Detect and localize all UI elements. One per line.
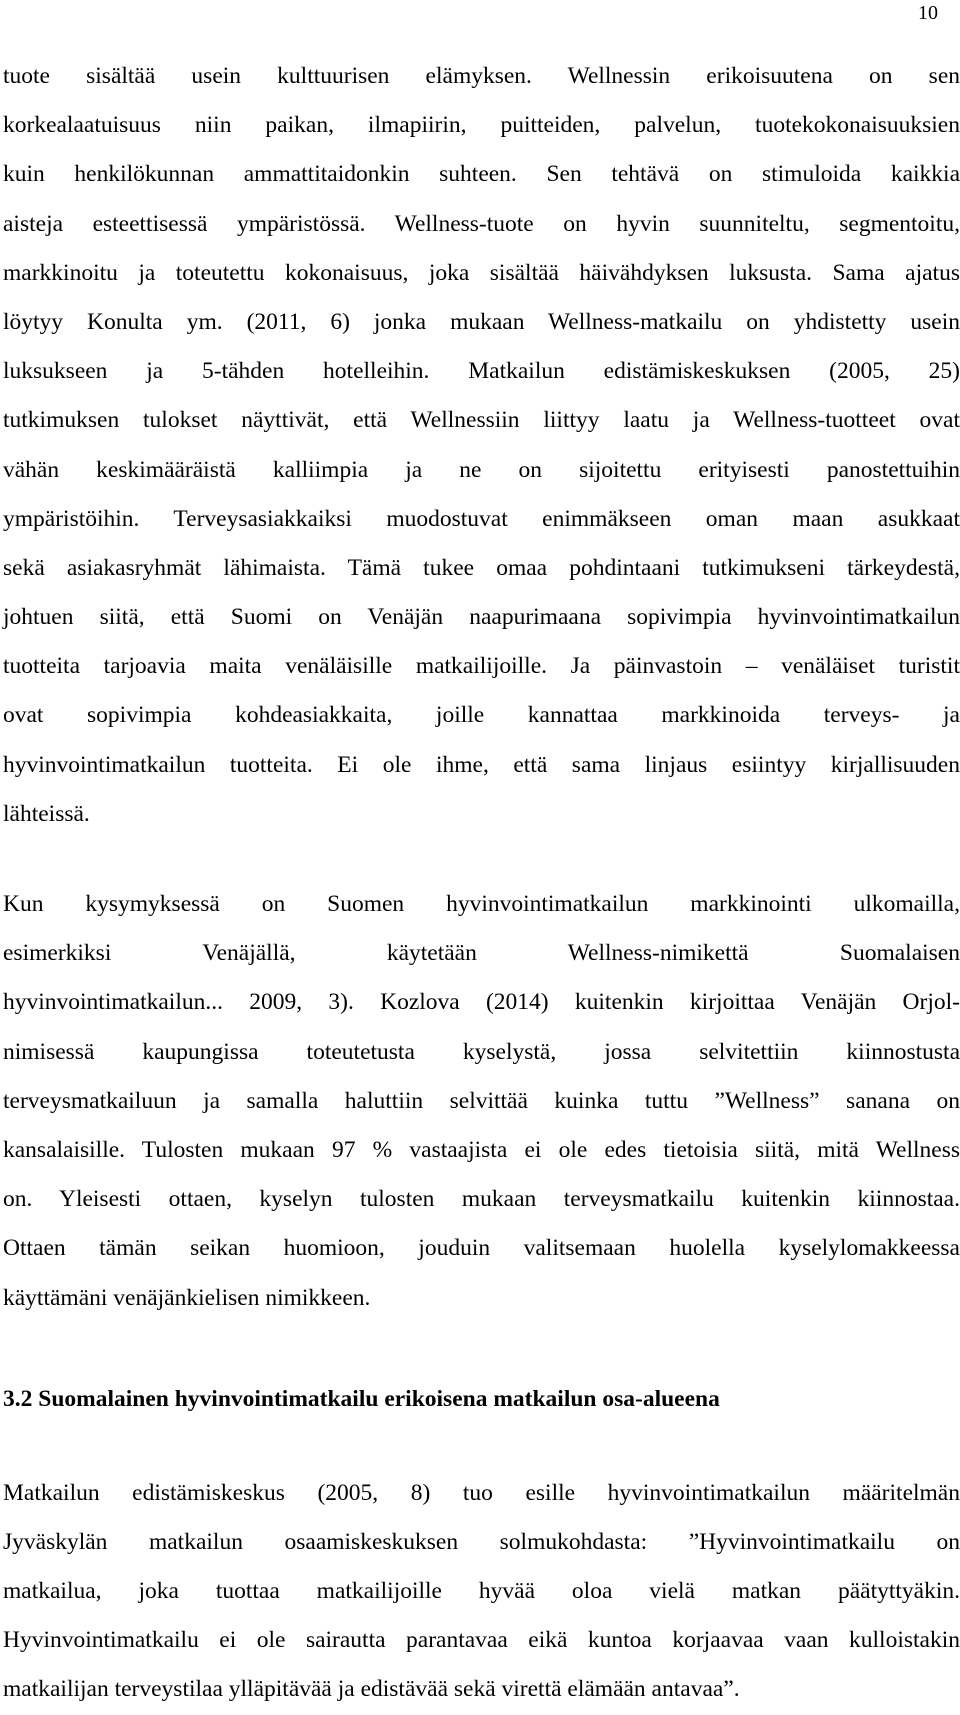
text-line: ympäristöihin. Terveysasiakkaiksi muodostuvat enimmäkseen oman maan asukkaat [3, 505, 960, 532]
text-line: tuote sisältää usein kulttuurisen elämyksen. Wellnessin erikoisuutena on sen [3, 63, 960, 89]
text-line: markkinoitu ja toteutettu kokonaisuus, joka sisältää häivähdyksen luksusta. Sama ajatus [3, 259, 960, 286]
text-line: löytyy Konulta ym. (2011, 6) jonka mukaan Wellness-matkailu on yhdistetty usein [3, 308, 960, 335]
text-line: aisteja esteettisessä ympäristössä. Wellness-tuote on hyvin suunniteltu, segmentoitu, [3, 210, 960, 237]
paragraph-2 [0, 880, 960, 1323]
text-line: käyttämäni venäjänkielisen nimikkeen. [3, 1284, 371, 1311]
text-line: nimisessä kaupungissa toteutetusta kyselystä, jossa selvitettiin kiinnostusta [3, 1038, 960, 1065]
text-line: matkailua, joka tuottaa matkailijoille hyvää oloa vielä matkan päätyttyäkin. [3, 1578, 960, 1605]
text-line: Jyväskylän matkailun osaamiskeskuksen solmukohdasta: ”Hyvinvointimatkailu on [3, 1528, 960, 1555]
text-line: vähän keskimääräistä kalliimpia ja ne on sijoitettu erityisesti panostettuihin [3, 456, 960, 483]
text-line: Ottaen tämän seikan huomioon, jouduin valitsemaan huolella kyselylomakkeessa [3, 1235, 960, 1262]
text-line: tuotteita tarjoavia maita venäläisille matkailijoille. Ja päinvastoin – venäläiset turistit [3, 653, 960, 680]
text-line: matkailijan terveystilaa ylläpitävää ja edistävää sekä virettä elämään antavaa”. [3, 1676, 740, 1703]
paragraph-1 [0, 52, 960, 839]
section-heading: 3.2 Suomalainen hyvinvointimatkailu erikoisena matkailun osa-alueena [3, 1385, 720, 1412]
page-number: 10 [918, 2, 938, 24]
text-line: Kun kysymyksessä on Suomen hyvinvointimatkailun markkinointi ulkomailla, [3, 891, 960, 917]
text-line: tutkimuksen tulokset näyttivät, että Wellnessiin liittyy laatu ja Wellness-tuotteet ovat [3, 407, 960, 434]
text-line: on. Yleisesti ottaen, kyselyn tulosten mukaan terveysmatkailu kuitenkin kiinnostaa. [3, 1186, 960, 1213]
text-line: johtuen siitä, että Suomi on Venäjän naapurimaana sopivimpia hyvinvointimatkailun [3, 604, 960, 631]
text-line: kansalaisille. Tulosten mukaan 97 % vastaajista ei ole edes tietoisia siitä, mitä Wellness [3, 1136, 960, 1163]
paragraph-spacer [0, 839, 960, 880]
text-line: terveysmatkailuun ja samalla haluttiin selvittää kuinka tuttu ”Wellness” sanana on [3, 1087, 960, 1114]
text-line: hyvinvointimatkailun tuotteita. Ei ole ihme, että sama linjaus esiintyy kirjallisuuden [3, 751, 960, 778]
text-line: kuin henkilökunnan ammattitaidonkin suhteen. Sen tehtävä on stimuloida kaikkia [3, 161, 960, 188]
text-line: lähteissä. [3, 800, 90, 827]
text-line: Matkailun edistämiskeskus (2005, 8) tuo esille hyvinvointimatkailun määritelmän [3, 1479, 960, 1506]
document-body [0, 52, 960, 1715]
paragraph-spacer [0, 1323, 960, 1375]
text-line: esimerkiksi Venäjällä, käytetään Wellness-nimikettä Suomalaisen [3, 940, 960, 967]
text-line: hyvinvointimatkailun... 2009, 3). Kozlova (2014) kuitenkin kirjoittaa Venäjän Orjol- [3, 989, 960, 1016]
text-line: korkealaatuisuus niin paikan, ilmapiirin, puitteiden, palvelun, tuotekokonaisuuksien [3, 112, 960, 139]
text-line: ovat sopivimpia kohdeasiakkaita, joille kannattaa markkinoida terveys- ja [3, 702, 960, 729]
text-line: Hyvinvointimatkailu ei ole sairautta parantavaa eikä kuntoa korjaavaa vaan kulloistakin [3, 1627, 960, 1654]
text-line: sekä asiakasryhmät lähimaista. Tämä tukee omaa pohdintaani tutkimukseni tärkeydestä, [3, 554, 960, 581]
paragraph-3 [0, 1469, 960, 1715]
text-line: luksukseen ja 5-tähden hotelleihin. Matkailun edistämiskeskuksen (2005, 25) [3, 358, 960, 385]
paragraph-spacer [0, 1429, 960, 1469]
